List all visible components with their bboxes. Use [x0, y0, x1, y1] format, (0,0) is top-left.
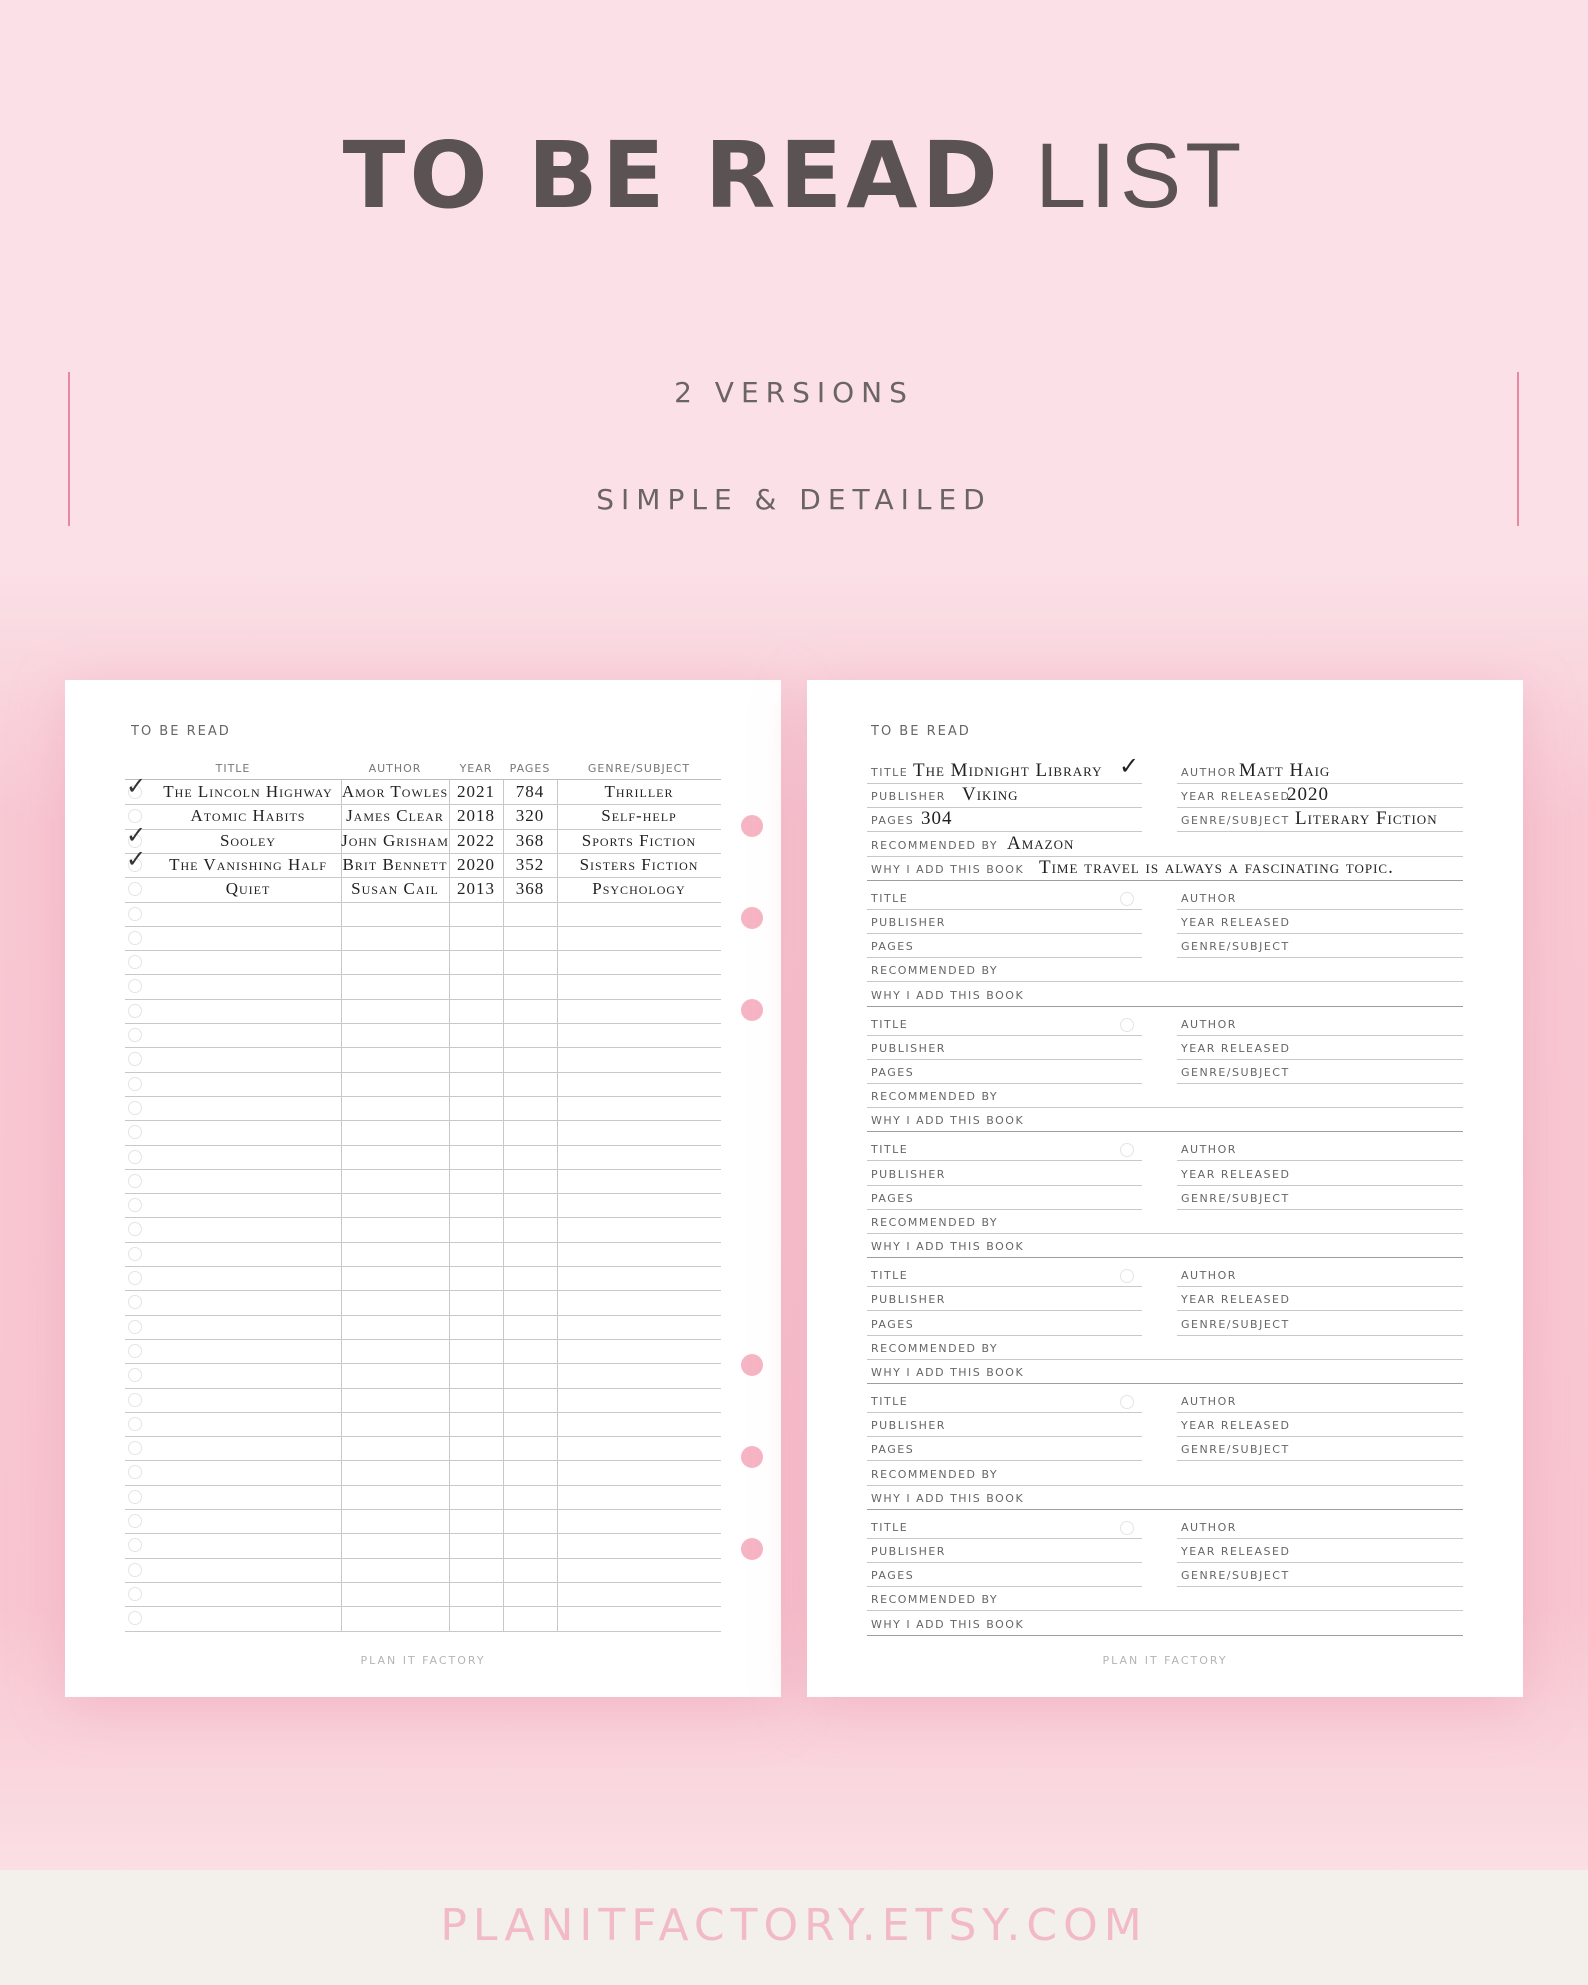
- label-year-released: YEAR RELEASED: [1181, 790, 1291, 804]
- checkbox-circle[interactable]: [1120, 1269, 1134, 1283]
- cell-genre: Sports Fiction: [581, 830, 697, 850]
- field-underline: [867, 807, 1142, 808]
- row-line: [125, 1023, 721, 1024]
- label-title: TITLE: [871, 1395, 909, 1408]
- label-genre: GENRE/SUBJECT: [1181, 1191, 1290, 1205]
- row-line: [125, 1266, 721, 1267]
- check-mark: ✓: [126, 844, 147, 873]
- label-author: AUTHOR: [1181, 1520, 1237, 1534]
- cell-pages: 368: [515, 830, 545, 850]
- row-line: [125, 1388, 721, 1389]
- label-year-released: YEAR RELEASED: [1181, 1293, 1291, 1307]
- checkbox-circle[interactable]: [128, 1101, 142, 1115]
- field-underline: [1177, 1083, 1463, 1084]
- checkbox-circle[interactable]: [128, 882, 142, 896]
- field-underline: [867, 1131, 1463, 1132]
- column-divider: [341, 780, 342, 1631]
- column-divider: [503, 780, 504, 1631]
- field-underline: [867, 1107, 1463, 1108]
- checkbox-circle[interactable]: [128, 1417, 142, 1431]
- checkbox-circle[interactable]: [128, 1538, 142, 1552]
- label-year-released: YEAR RELEASED: [1181, 1041, 1291, 1055]
- row-line: [125, 1096, 721, 1097]
- label-why: WHY I ADD THIS BOOK: [871, 862, 1025, 876]
- row-line: [125, 1533, 721, 1534]
- column-divider: [557, 780, 558, 1631]
- cell-year: 2013: [457, 879, 495, 899]
- checkbox-circle[interactable]: [128, 1368, 142, 1382]
- row-line: [125, 877, 721, 878]
- checkbox-circle[interactable]: [128, 931, 142, 945]
- checkbox-circle[interactable]: [128, 1611, 142, 1625]
- punch-hole: [741, 1538, 763, 1560]
- row-line: [125, 1145, 721, 1146]
- label-title: TITLE: [871, 1520, 909, 1534]
- row-line: [125, 1290, 721, 1291]
- label-author: AUTHOR: [1181, 1017, 1237, 1031]
- field-underline: [867, 1538, 1142, 1539]
- checkbox-circle[interactable]: [128, 1320, 142, 1334]
- label-recommended-by: RECOMMENDED BY: [871, 964, 999, 978]
- field-underline: [867, 1185, 1142, 1186]
- row-line: [125, 1363, 721, 1364]
- field-underline: [867, 981, 1463, 982]
- checkbox-circle[interactable]: [128, 1198, 142, 1212]
- field-underline: [1177, 1185, 1463, 1186]
- brand-footer: PLAN IT FACTORY: [1102, 1654, 1228, 1667]
- field-underline: [1177, 1538, 1463, 1539]
- field-underline: [867, 880, 1463, 881]
- label-genre: GENRE/SUBJECT: [1181, 1443, 1290, 1457]
- checkbox-circle[interactable]: [1120, 1395, 1134, 1409]
- checkbox-circle[interactable]: [128, 1344, 142, 1358]
- field-underline: [1177, 1460, 1463, 1461]
- checkbox-circle[interactable]: [128, 1441, 142, 1455]
- label-why: WHY I ADD THIS BOOK: [871, 1366, 1025, 1379]
- label-why: WHY I ADD THIS BOOK: [871, 1240, 1025, 1254]
- cell-title: Sooley: [219, 830, 277, 850]
- label-year-released: YEAR RELEASED: [1181, 1419, 1291, 1433]
- checkbox-circle[interactable]: [128, 955, 142, 969]
- row-line: [125, 1436, 721, 1437]
- field-underline: [867, 1383, 1463, 1384]
- title-bold: TO BE READ: [342, 122, 1002, 229]
- cell-author: James Clear: [346, 806, 444, 826]
- field-underline: [867, 1335, 1142, 1336]
- checkbox-circle[interactable]: [128, 1077, 142, 1091]
- checkbox-circle[interactable]: [1120, 1018, 1134, 1032]
- field-underline: [867, 1485, 1463, 1486]
- label-year-released: YEAR RELEASED: [1181, 1545, 1291, 1558]
- field-underline: [867, 1209, 1142, 1210]
- label-pages: PAGES: [871, 1317, 915, 1331]
- field-underline: [1177, 1209, 1463, 1210]
- row-line: [125, 1558, 721, 1559]
- row-line: [125, 974, 721, 975]
- label-why: WHY I ADD THIS BOOK: [871, 1114, 1025, 1128]
- cell-pages: 320: [515, 806, 545, 826]
- row-line: [125, 950, 721, 951]
- field-underline: [867, 1460, 1142, 1461]
- punch-hole: [741, 907, 763, 929]
- header-genre: GENRE/SUBJECT: [587, 762, 691, 775]
- checkbox-circle[interactable]: [128, 1052, 142, 1066]
- checkbox-circle[interactable]: [128, 1125, 142, 1139]
- checkbox-circle[interactable]: [128, 1150, 142, 1164]
- checkbox-circle[interactable]: [1120, 892, 1134, 906]
- field-underline: [867, 1286, 1142, 1287]
- label-author: AUTHOR: [1181, 1269, 1237, 1283]
- label-pages: PAGES: [871, 1443, 915, 1457]
- field-underline: [867, 1310, 1142, 1311]
- check-mark: ✓: [126, 820, 147, 849]
- title-light: LIST: [1035, 125, 1246, 227]
- cell-title: Atomic Habits: [190, 806, 306, 826]
- checkbox-circle[interactable]: [128, 1222, 142, 1236]
- field-underline: [867, 831, 1142, 832]
- hand-author: Matt Haig: [1239, 760, 1331, 781]
- field-underline: [1177, 1286, 1463, 1287]
- field-underline: [867, 1035, 1142, 1036]
- row-line: [125, 1193, 721, 1194]
- checkbox-circle[interactable]: [128, 1271, 142, 1285]
- label-title: TITLE: [871, 1269, 909, 1283]
- cell-genre: Sisters Fiction: [579, 854, 699, 874]
- row-line: [125, 853, 721, 854]
- row-line: [125, 1460, 721, 1461]
- label-publisher: PUBLISHER: [871, 1545, 946, 1558]
- label-year-released: YEAR RELEASED: [1181, 1167, 1291, 1181]
- field-underline: [1177, 933, 1463, 934]
- checkbox-circle[interactable]: [128, 1514, 142, 1528]
- row-line: [125, 1412, 721, 1413]
- label-recommended-by: RECOMMENDED BY: [871, 1467, 999, 1481]
- checkbox-circle[interactable]: [128, 907, 142, 921]
- checkbox-circle[interactable]: [128, 1174, 142, 1188]
- hand-year: 2020: [1287, 784, 1329, 806]
- main-title: [0, 122, 1588, 229]
- checkbox-circle[interactable]: [128, 1028, 142, 1042]
- cell-genre: Self-help: [601, 806, 677, 826]
- cell-genre: Psychology: [592, 879, 686, 899]
- cell-year: 2018: [457, 806, 495, 826]
- row-line: [125, 1485, 721, 1486]
- label-title: TITLE: [871, 1143, 909, 1157]
- field-underline: [1177, 909, 1463, 910]
- label-publisher: PUBLISHER: [871, 790, 946, 804]
- field-underline: [867, 1160, 1142, 1161]
- row-line: [125, 1631, 721, 1632]
- label-genre: GENRE/SUBJECT: [1181, 940, 1290, 954]
- label-publisher: PUBLISHER: [871, 916, 946, 929]
- row-line: [125, 1120, 721, 1121]
- label-pages: PAGES: [871, 1066, 915, 1079]
- cell-pages: 352: [515, 854, 545, 874]
- checkbox-circle[interactable]: [128, 1295, 142, 1309]
- field-underline: [867, 909, 1142, 910]
- hand-pages: 304: [921, 808, 953, 830]
- cell-year: 2022: [457, 830, 495, 850]
- cell-pages: 368: [515, 879, 545, 899]
- checkbox-circle[interactable]: [128, 1004, 142, 1018]
- field-underline: [1177, 1335, 1463, 1336]
- label-publisher: PUBLISHER: [871, 1293, 946, 1307]
- checkbox-circle[interactable]: [128, 1587, 142, 1601]
- row-line: [125, 999, 721, 1000]
- field-underline: [1177, 831, 1463, 832]
- check-mark: ✓: [126, 772, 147, 800]
- label-genre: GENRE/SUBJECT: [1181, 814, 1290, 828]
- row-line: [125, 1509, 721, 1510]
- hand-title: The Midnight Library: [913, 760, 1103, 781]
- cell-genre: Thriller: [604, 782, 674, 801]
- field-underline: [867, 1562, 1142, 1563]
- field-underline: [867, 1083, 1142, 1084]
- checkbox-circle[interactable]: [128, 1393, 142, 1407]
- field-underline: [867, 933, 1142, 934]
- label-publisher: PUBLISHER: [871, 1041, 946, 1055]
- simple-table: [125, 756, 721, 1631]
- row-line: [125, 1072, 721, 1073]
- checkbox-circle[interactable]: [1120, 1143, 1134, 1157]
- field-underline: [867, 1059, 1142, 1060]
- field-underline: [867, 1257, 1463, 1258]
- label-pages: PAGES: [871, 1191, 915, 1205]
- label-title: TITLE: [871, 891, 909, 905]
- label-title: TITLE: [871, 766, 909, 779]
- field-underline: [867, 1586, 1142, 1587]
- row-line: [125, 1217, 721, 1218]
- label-recommended-by: RECOMMENDED BY: [871, 1090, 999, 1104]
- label-why: WHY I ADD THIS BOOK: [871, 1617, 1025, 1631]
- label-title: TITLE: [871, 1017, 909, 1031]
- field-underline: [867, 957, 1142, 958]
- field-underline: [1177, 1310, 1463, 1311]
- checkbox-circle[interactable]: [128, 1563, 142, 1577]
- punch-hole: [741, 999, 763, 1021]
- cell-title: Quiet: [225, 879, 271, 899]
- field-underline: [1177, 1059, 1463, 1060]
- field-underline: [867, 1509, 1463, 1510]
- label-recommended-by: RECOMMENDED BY: [871, 1341, 999, 1355]
- label-why: WHY I ADD THIS BOOK: [871, 1491, 1025, 1505]
- cell-pages: 784: [515, 782, 545, 801]
- cell-title: The Lincoln Highway: [163, 782, 333, 801]
- row-line: [125, 804, 721, 805]
- field-underline: [1177, 1160, 1463, 1161]
- punch-hole: [741, 1354, 763, 1376]
- field-underline: [1177, 1436, 1463, 1437]
- page-label: TO BE READ: [131, 724, 231, 739]
- cell-title: The Vanishing Half: [169, 854, 327, 874]
- header-pages: PAGES: [509, 762, 551, 775]
- row-line: [125, 1339, 721, 1340]
- field-underline: [867, 1635, 1463, 1636]
- row-line: [125, 1047, 721, 1048]
- subtitle-styles: SIMPLE & DETAILED: [596, 483, 992, 516]
- field-underline: [867, 1359, 1463, 1360]
- checkbox-circle[interactable]: [1120, 1521, 1134, 1535]
- label-recommended-by: RECOMMENDED BY: [871, 1593, 999, 1607]
- field-underline: [1177, 1412, 1463, 1413]
- field-underline: [867, 1436, 1142, 1437]
- cell-author: Susan Cail: [351, 879, 439, 899]
- header-year: YEAR: [459, 762, 493, 775]
- label-publisher: PUBLISHER: [871, 1419, 946, 1433]
- row-line: [125, 1606, 721, 1607]
- subtitle-versions: 2 VERSIONS: [674, 376, 914, 409]
- label-author: AUTHOR: [1181, 891, 1237, 905]
- cell-author: Brit Bennett: [342, 854, 448, 874]
- header-author: AUTHOR: [368, 762, 422, 775]
- label-recommended-by: RECOMMENDED BY: [871, 1216, 999, 1229]
- row-line: [125, 1315, 721, 1316]
- detailed-page: [807, 680, 1523, 1697]
- row-line: [125, 902, 721, 903]
- label-author: AUTHOR: [1181, 1143, 1237, 1157]
- check-mark: ✓: [1119, 752, 1141, 780]
- shop-url[interactable]: PLANITFACTORY.ETSY.COM: [440, 1900, 1148, 1951]
- field-underline: [1177, 1035, 1463, 1036]
- page-label: TO BE READ: [871, 724, 971, 739]
- column-divider: [449, 780, 450, 1631]
- punch-hole: [741, 1446, 763, 1468]
- label-recommended-by: RECOMMENDED BY: [871, 838, 999, 852]
- row-line: [125, 1582, 721, 1583]
- label-year-released: YEAR RELEASED: [1181, 916, 1291, 929]
- brand-footer: PLAN IT FACTORY: [360, 1654, 486, 1667]
- checkbox-circle[interactable]: [128, 1490, 142, 1504]
- row-line: [125, 926, 721, 927]
- field-underline: [1177, 957, 1463, 958]
- cell-year: 2020: [457, 854, 495, 874]
- header-title: TITLE: [215, 762, 251, 775]
- label-pages: PAGES: [871, 940, 915, 954]
- simple-page: [65, 680, 781, 1697]
- checkbox-circle[interactable]: [128, 979, 142, 993]
- label-author: AUTHOR: [1181, 766, 1237, 779]
- row-line: [125, 1242, 721, 1243]
- hand-recommended-by: Amazon: [1007, 832, 1075, 854]
- row-line: [125, 829, 721, 830]
- hand-publisher: Viking: [962, 784, 1019, 806]
- field-underline: [867, 1412, 1142, 1413]
- label-publisher: PUBLISHER: [871, 1167, 946, 1181]
- hand-why: Time travel is always a fascinating topic.: [1039, 856, 1394, 878]
- cell-author: John Grisham: [341, 830, 449, 850]
- field-underline: [867, 1006, 1463, 1007]
- checkbox-circle[interactable]: [128, 1247, 142, 1261]
- cell-year: 2021: [457, 782, 495, 801]
- field-underline: [867, 1233, 1463, 1234]
- field-underline: [1177, 1562, 1463, 1563]
- label-genre: GENRE/SUBJECT: [1181, 1066, 1290, 1079]
- label-pages: PAGES: [871, 1569, 915, 1583]
- label-pages: PAGES: [871, 814, 915, 828]
- label-why: WHY I ADD THIS BOOK: [871, 988, 1025, 1002]
- label-genre: GENRE/SUBJECT: [1181, 1317, 1290, 1331]
- label-author: AUTHOR: [1181, 1395, 1237, 1408]
- hand-genre: Literary Fiction: [1295, 808, 1438, 830]
- checkbox-circle[interactable]: [128, 1465, 142, 1479]
- punch-hole: [741, 815, 763, 837]
- row-line: [125, 1169, 721, 1170]
- field-underline: [1177, 1586, 1463, 1587]
- label-genre: GENRE/SUBJECT: [1181, 1569, 1290, 1583]
- field-underline: [867, 1610, 1463, 1611]
- table-header-row: [125, 756, 721, 780]
- cell-author: Amor Towles: [341, 782, 449, 801]
